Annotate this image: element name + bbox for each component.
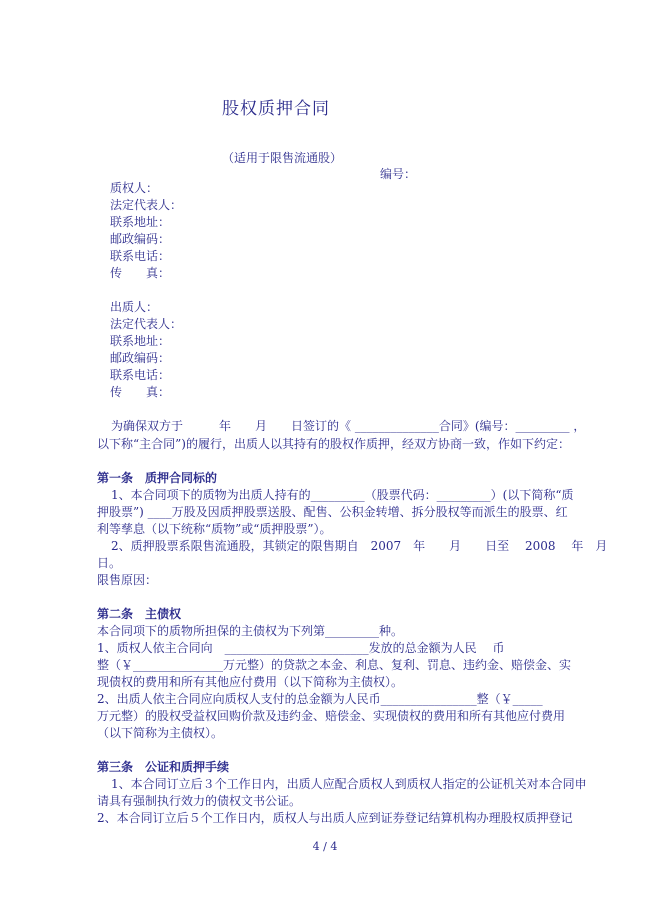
article-1-line: 日。 bbox=[97, 556, 122, 570]
document-subtitle: （适用于限售流通股） bbox=[222, 151, 343, 165]
article-3-line: 请具有强制执行效力的债权文书公证。 bbox=[97, 794, 302, 808]
article-2-line: （以下简称为主债权）。 bbox=[97, 726, 224, 740]
document-title: 股权质押合同 bbox=[222, 99, 330, 119]
pledgor-phone-label: 联系电话： bbox=[110, 368, 171, 382]
article-2-line: 2、出质人依主合同应向质权人支付的总金额为人民币________________整（￥_____ bbox=[97, 692, 543, 706]
pledgee-address-label: 联系地址： bbox=[110, 215, 171, 229]
pledgee-name-label: 质权人： bbox=[110, 181, 159, 195]
pledgor-address-label: 联系地址： bbox=[110, 334, 171, 348]
article-2-line: 1、质权人依主合同向 ________________________发放的总金额为人民 币 bbox=[97, 641, 505, 655]
pledgee-rep-label: 法定代表人： bbox=[110, 198, 183, 212]
article-1-line: 利等孳息（以下统称“质物”或“质押股票”）。 bbox=[97, 522, 332, 536]
article-1-line: 限售原因： bbox=[97, 573, 158, 587]
article-1-line: 押股票”) ____万股及因质押股票送股、配售、公积金转增、拆分股权等而派生的股票、红 bbox=[97, 505, 568, 519]
pledgee-phone-label: 联系电话： bbox=[110, 249, 171, 263]
pledgee-postcode-label: 邮政编码： bbox=[110, 232, 171, 246]
article-3-heading: 第三条 公证和质押手续 bbox=[97, 760, 230, 774]
pledgor-postcode-label: 邮政编码： bbox=[110, 351, 171, 365]
pledgor-rep-label: 法定代表人： bbox=[110, 317, 183, 331]
article-1-line: 1、本合同项下的质物为出质人持有的_________（股票代码：_________）(以下简称“质 bbox=[111, 488, 574, 502]
article-2-line: 万元整）的股权受益权回购价款及违约金、赔偿金、实现债权的费用和所有其他应付费用 bbox=[97, 709, 566, 723]
page-number: 4 / 4 bbox=[312, 840, 338, 853]
article-2-line: 本合同项下的质物所担保的主债权为下列第_________种。 bbox=[97, 624, 404, 638]
pledgee-fax-label: 传 真： bbox=[110, 266, 171, 280]
article-1-line: 2、质押股票系限售流通股，其锁定的限售期自 2007 年 月 日至 2008 年 月 bbox=[111, 539, 608, 553]
article-3-line: 1、本合同订立后３个工作日内，出质人应配合质权人到质权人指定的公证机关对本合同申 bbox=[111, 777, 587, 791]
serial-number-label: 编号： bbox=[380, 167, 417, 181]
pledgor-fax-label: 传 真： bbox=[110, 385, 171, 399]
article-2-line: 整（￥_______________万元整）的贷款之本金、利息、复利、罚息、违约金、赔偿金、实 bbox=[97, 658, 572, 672]
article-2-line: 现债权的费用和所有其他应付费用（以下简称为主债权）。 bbox=[97, 675, 404, 689]
article-3-line: 2、本合同订立后５个工作日内，质权人与出质人应到证券登记结算机构办理股权质押登记 bbox=[97, 811, 573, 825]
pledgor-name-label: 出质人： bbox=[110, 300, 159, 314]
preamble-line: 以下称“主合同”)的履行，出质人以其持有的股权作质押，经双方协商一致，作如下约定： bbox=[97, 437, 570, 451]
article-1-heading: 第一条 质押合同标的 bbox=[97, 471, 218, 485]
preamble-line: 为确保双方于 年 月 日签订的《 ______________合同》(编号：_________ ， bbox=[111, 419, 586, 433]
article-2-heading: 第二条 主债权 bbox=[97, 607, 182, 621]
